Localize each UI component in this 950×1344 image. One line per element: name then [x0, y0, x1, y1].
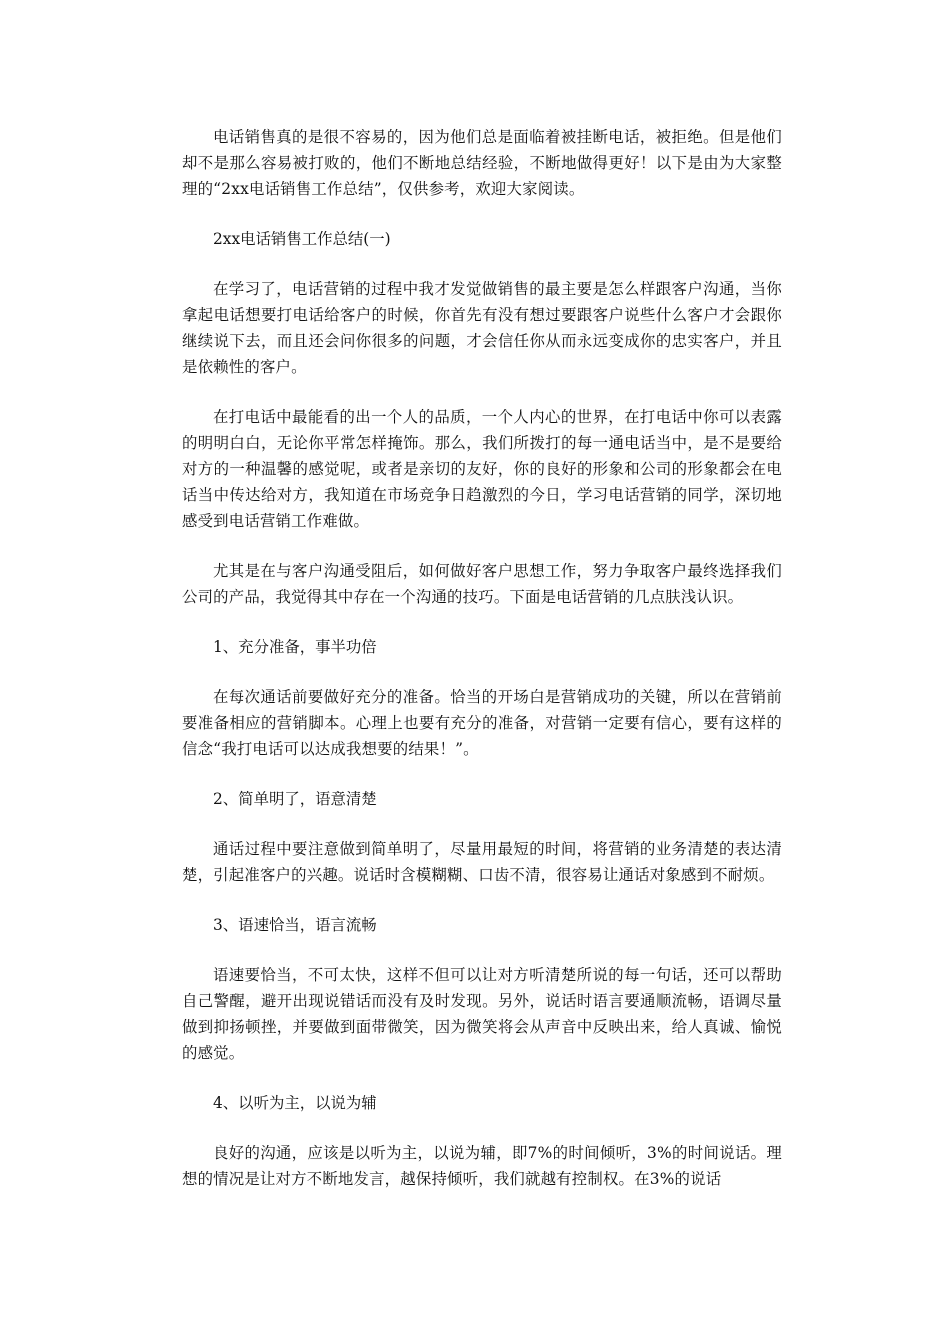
document-body [182, 124, 782, 1216]
point-paragraph-3: 语速要恰当，不可太快，这样不但可以让对方听清楚所说的每一句话，还可以帮助自己警醒，避开出现说错话而没有及时发现。另外，说话时语言要通顺流畅，语调尽量做到抑扬顿挫，并要做到面带微笑，因为微笑将会从声音中反映出来，给人真诚、愉悦的感觉。 [182, 966, 782, 1062]
point-heading-1: 1、充分准备，事半功倍 [213, 638, 377, 656]
point-heading-2: 2、简单明了，语意清楚 [213, 790, 377, 808]
intro-paragraph: 电话销售真的是很不容易的，因为他们总是面临着被挂断电话，被拒绝。但是他们却不是那么容易被打败的，他们不断地总结经验，不断地做得更好！以下是由为大家整理的“2xx电话销售工作总结”，仅供参考，欢迎大家阅读。 [182, 128, 782, 198]
section-title: 2xx电话销售工作总结(一) [213, 230, 391, 248]
point-paragraph-4: 良好的沟通，应该是以听为主，以说为辅，即7%的时间倾听，3%的时间说话。理想的情况是让对方不断地发言，越保持倾听，我们就越有控制权。在3%的说话 [182, 1144, 782, 1188]
body-paragraph-3: 尤其是在与客户沟通受阻后，如何做好客户思想工作，努力争取客户最终选择我们公司的产品，我觉得其中存在一个沟通的技巧。下面是电话营销的几点肤浅认识。 [182, 562, 782, 606]
body-paragraph-1: 在学习了，电话营销的过程中我才发觉做销售的最主要是怎么样跟客户沟通，当你拿起电话想要打电话给客户的时候，你首先有没有想过要跟客户说些什么客户才会跟你继续说下去，而且还会问你很多的问题，才会信任你从而永远变成你的忠实客户，并且是依赖性的客户。 [182, 280, 782, 376]
body-paragraph-2: 在打电话中最能看的出一个人的品质，一个人内心的世界，在打电话中你可以表露的明明白白，无论你平常怎样掩饰。那么，我们所拨打的每一通电话当中，是不是要给对方的一种温馨的感觉呢，或者是亲切的友好，你的良好的形象和公司的形象都会在电话当中传达给对方，我知道在市场竞争日趋激烈的今日，学习电话营销的同学，深切地感受到电话营销工作难做。 [182, 408, 782, 530]
point-paragraph-1: 在每次通话前要做好充分的准备。恰当的开场白是营销成功的关键，所以在营销前要准备相应的营销脚本。心理上也要有充分的准备，对营销一定要有信心，要有这样的信念“我打电话可以达成我想要的结果！”。 [182, 688, 782, 758]
point-heading-4: 4、以听为主，以说为辅 [213, 1094, 377, 1112]
point-heading-3: 3、语速恰当，语言流畅 [213, 916, 377, 934]
point-paragraph-2: 通话过程中要注意做到简单明了，尽量用最短的时间，将营销的业务清楚的表达清楚，引起准客户的兴趣。说话时含模糊糊、口齿不清，很容易让通话对象感到不耐烦。 [182, 840, 782, 884]
